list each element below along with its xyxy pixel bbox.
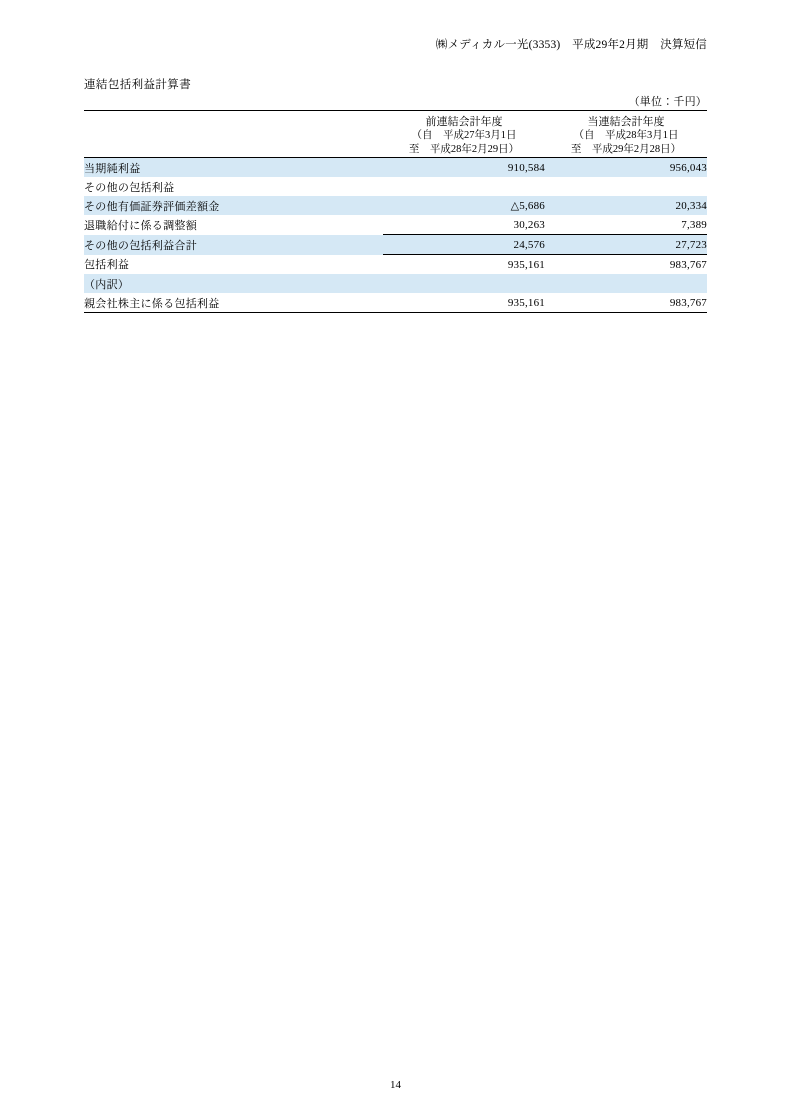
row-label: その他有価証券評価差額金 xyxy=(84,196,383,215)
table-header-current-period xyxy=(545,111,707,158)
prev-period-from: （自 平成27年3月1日 xyxy=(411,130,517,142)
prev-period-title: 前連結会計年度 xyxy=(425,115,503,128)
table-row-subtotal xyxy=(84,235,707,255)
table-body xyxy=(84,158,707,313)
row-value-prev xyxy=(383,177,545,196)
row-value-prev: 24,576 xyxy=(383,235,545,255)
current-period-from: （自 平成28年3月1日 xyxy=(573,130,679,142)
current-period-title: 当連結会計年度 xyxy=(587,115,665,128)
row-label: （内訳） xyxy=(84,274,383,293)
row-value-current xyxy=(545,177,707,196)
unit-note: （単位：千円） xyxy=(628,96,707,108)
table-header-row xyxy=(84,111,707,158)
row-label: その他の包括利益 xyxy=(84,177,383,196)
current-period-to: 至 平成29年2月28日） xyxy=(570,144,682,156)
row-value-prev xyxy=(383,274,545,293)
row-value-current: 27,723 xyxy=(545,235,707,255)
table-row xyxy=(84,158,707,178)
row-label: 当期純利益 xyxy=(84,158,383,178)
table-row xyxy=(84,274,707,293)
row-value-prev: △5,686 xyxy=(383,196,545,215)
row-value-current: 20,334 xyxy=(545,196,707,215)
table-row xyxy=(84,196,707,215)
table-header-prev-period xyxy=(383,111,545,158)
row-value-current: 983,767 xyxy=(545,293,707,313)
row-value-prev: 910,584 xyxy=(383,158,545,178)
table-header-blank xyxy=(84,111,383,158)
table-row xyxy=(84,177,707,196)
table-row-total xyxy=(84,255,707,275)
row-value-prev: 935,161 xyxy=(383,255,545,275)
row-value-current: 7,389 xyxy=(545,215,707,235)
row-label: 親会社株主に係る包括利益 xyxy=(84,293,383,313)
comprehensive-income-table xyxy=(84,110,707,313)
row-label: その他の包括利益合計 xyxy=(84,235,383,255)
row-value-prev: 935,161 xyxy=(383,293,545,313)
row-value-current xyxy=(545,274,707,293)
page-number: 14 xyxy=(390,1079,401,1091)
table-row xyxy=(84,215,707,235)
row-value-prev: 30,263 xyxy=(383,215,545,235)
document-header: ㈱メディカル一光(3353) 平成29年2月期 決算短信 xyxy=(435,39,707,51)
row-label: 包括利益 xyxy=(84,255,383,275)
page-title: 連結包括利益計算書 xyxy=(84,79,192,91)
row-label: 退職給付に係る調整額 xyxy=(84,215,383,235)
row-value-current: 956,043 xyxy=(545,158,707,178)
row-value-current: 983,767 xyxy=(545,255,707,275)
prev-period-to: 至 平成28年2月29日） xyxy=(408,144,520,156)
table-row xyxy=(84,293,707,313)
